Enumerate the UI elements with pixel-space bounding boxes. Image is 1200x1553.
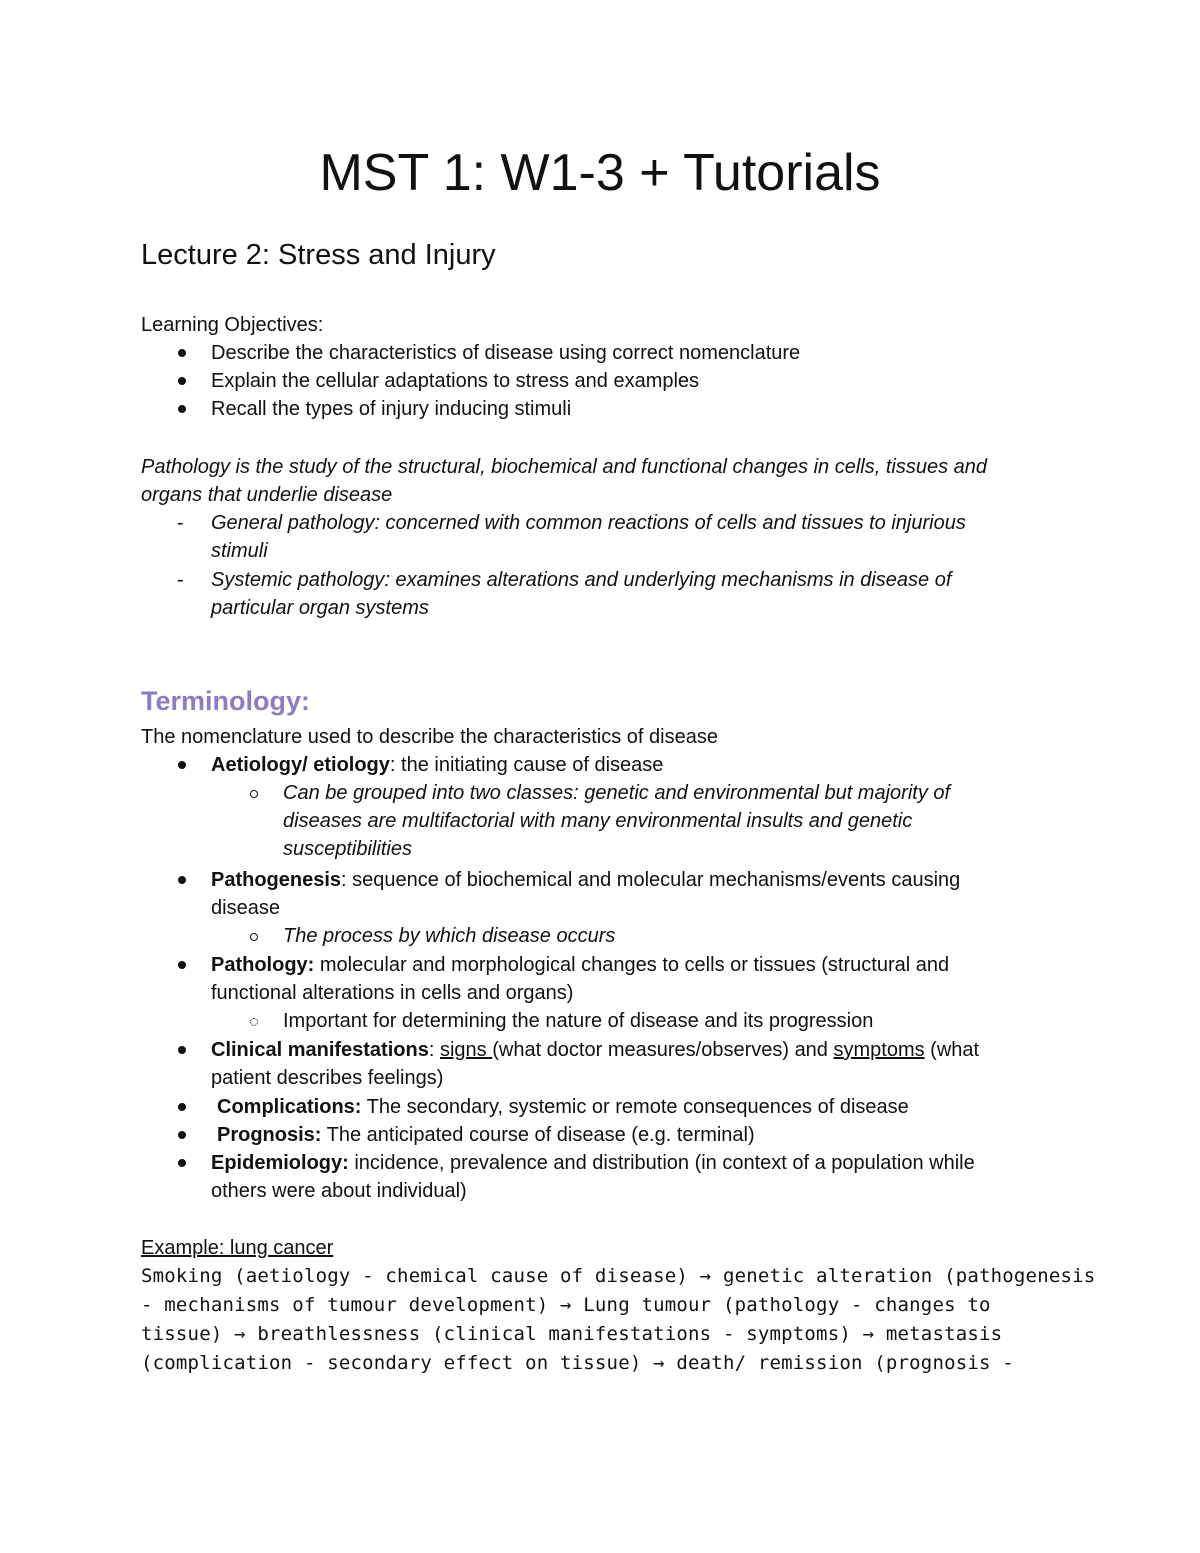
lecture-heading: Lecture 2: Stress and Injury: [141, 239, 496, 271]
bullet-icon: [178, 961, 186, 969]
bullet-icon: [178, 876, 186, 884]
term-clinical-manifestations: [211, 1036, 979, 1064]
term-aetiology: [211, 751, 663, 779]
term-definition: The secondary, systemic or remote consequences of disease: [361, 1096, 909, 1118]
terminology-intro: The nomenclature used to describe the characteristics of disease: [141, 726, 718, 748]
pathology-definition-line: organs that underlie disease: [141, 484, 393, 506]
circle-bullet-icon: [250, 790, 258, 798]
term-definition: molecular and morphological changes to cells or tissues (structural and: [314, 954, 950, 976]
term-separator: :: [428, 1039, 440, 1061]
bullet-icon: [178, 405, 186, 413]
bullet-icon: [178, 1131, 186, 1139]
objective-item: Describe the characteristics of disease using correct nomenclature: [211, 342, 801, 364]
dotted-circle-bullet-icon: [250, 1018, 258, 1026]
term-name: Pathology:: [211, 954, 315, 976]
term-prognosis: [217, 1121, 755, 1149]
objectives-label: Learning Objectives:: [141, 314, 324, 336]
symptoms-link-text: symptoms: [833, 1039, 925, 1061]
term-definition-line: functional alterations in cells and organs): [211, 982, 574, 1004]
term-pathology: [211, 951, 949, 979]
dash-bullet-icon: -: [177, 569, 184, 591]
sub-item-line: Can be grouped into two classes: genetic and environmental but majority of: [283, 782, 951, 804]
general-pathology-line: General pathology: concerned with common reactions of cells and tissues to injurious: [211, 512, 966, 534]
term-name: Prognosis:: [217, 1124, 322, 1146]
term-name: Epidemiology:: [211, 1152, 349, 1174]
example-label: Example: lung cancer: [141, 1237, 334, 1259]
bullet-icon: [178, 349, 186, 357]
example-line: - mechanisms of tumour development) → Lung tumour (pathology - changes to: [141, 1294, 991, 1316]
systemic-pathology-line: Systemic pathology: examines alterations and underlying mechanisms in disease of: [211, 569, 952, 591]
systemic-pathology-line: particular organ systems: [211, 597, 429, 619]
term-name: Pathogenesis: [211, 869, 342, 891]
term-definition: incidence, prevalence and distribution (in context of a population while: [348, 1152, 975, 1174]
example-line: Smoking (aetiology - chemical cause of disease) → genetic alteration (pathogenesis: [141, 1265, 1096, 1287]
bullet-icon: [178, 1103, 186, 1111]
dash-bullet-icon: -: [177, 512, 184, 534]
sub-item-line: Important for determining the nature of disease and its progression: [283, 1010, 874, 1032]
term-definition: (what doctor measures/observes) and: [492, 1039, 834, 1061]
bullet-icon: [178, 1046, 186, 1054]
term-complications: [217, 1093, 909, 1121]
example-line: (complication - secondary effect on tissue) → death/ remission (prognosis -: [141, 1352, 1014, 1374]
page-title: MST 1: W1-3 + Tutorials: [319, 144, 881, 202]
term-pathogenesis: [211, 866, 960, 894]
term-definition: (what: [924, 1039, 980, 1061]
bullet-icon: [178, 761, 186, 769]
objective-item: Recall the types of injury inducing stimuli: [211, 398, 572, 420]
bullet-icon: [178, 377, 186, 385]
signs-link-text: signs: [439, 1039, 493, 1061]
terminology-heading: Terminology:: [141, 686, 311, 716]
pathology-definition-line: Pathology is the study of the structural, biochemical and functional changes in cells, tissues and: [141, 456, 988, 478]
term-definition-line: patient describes feelings): [211, 1067, 444, 1089]
circle-bullet-icon: [250, 933, 258, 941]
sub-item-line: susceptibilities: [283, 838, 412, 860]
term-definition-line: others were about individual): [211, 1180, 467, 1202]
general-pathology-line: stimuli: [211, 540, 268, 562]
term-epidemiology: [211, 1149, 975, 1177]
objective-item: Explain the cellular adaptations to stress and examples: [211, 370, 700, 392]
term-name: Clinical manifestations: [211, 1039, 429, 1061]
example-line: tissue) → breathlessness (clinical manifestations - symptoms) → metastasis: [141, 1323, 1003, 1345]
term-name: Complications:: [217, 1096, 362, 1118]
sub-item-line: The process by which disease occurs: [283, 925, 616, 947]
term-definition: : sequence of biochemical and molecular mechanisms/events causing: [341, 869, 961, 891]
sub-item-line: diseases are multifactorial with many environmental insults and genetic: [283, 810, 913, 832]
bullet-icon: [178, 1159, 186, 1167]
term-definition-line: disease: [211, 897, 280, 919]
term-definition: : the initiating cause of disease: [389, 754, 664, 776]
term-name: Aetiology/ etiology: [211, 754, 390, 776]
term-definition: The anticipated course of disease (e.g. terminal): [321, 1124, 755, 1146]
